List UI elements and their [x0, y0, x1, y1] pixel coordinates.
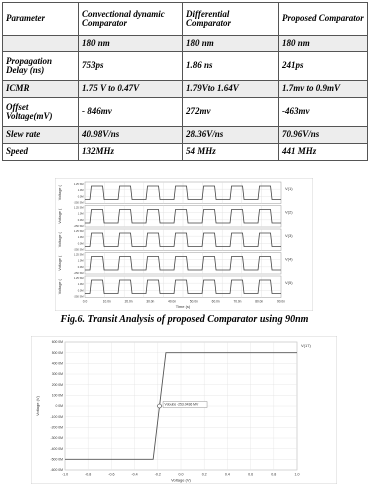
y-tick-label: -250 SM: [73, 295, 84, 299]
table-row: [3, 52, 368, 81]
table-cell: 272mv: [183, 98, 279, 127]
y-tick-label: -250 SM: [73, 272, 84, 275]
x-axis-label: Time (s): [175, 304, 191, 309]
dc-transfer-plot-svg: [31, 336, 337, 484]
x-tick-label: 70.0n: [233, 299, 242, 304]
table-row: [3, 81, 368, 98]
y-tick-label: 1.0M: [77, 189, 84, 193]
panel-y-axis-label: Voltage (: [58, 208, 62, 224]
table-cell: 1.7mv to 0.9mV: [279, 81, 368, 98]
y-tick-label: 1.0M: [77, 259, 84, 263]
table-row-label: Offset Voltage(mV): [3, 98, 79, 127]
y-tick-label: 1.0M: [77, 212, 84, 216]
y-tick-label: 1.25 SM: [73, 206, 84, 210]
y-tick-label: 1.25 SM: [73, 277, 84, 280]
figure-7-dc-plot: [31, 336, 337, 484]
x-tick-label: -0.4: [131, 472, 138, 477]
table-cell: 70.96V/ns: [279, 127, 368, 144]
y-tick-label: 1.0M: [77, 283, 84, 287]
table-cell: 753ps: [79, 52, 183, 81]
y-tick-label: -100 0M: [50, 414, 63, 419]
y-tick-label: 1.0M: [77, 236, 84, 240]
figure-6-caption: Fig.6. Transit Analysis of proposed Comparator using 90nm: [60, 314, 309, 325]
panel-y-axis-label: Voltage (: [58, 255, 62, 271]
x-axis-label: Voltage (V): [171, 477, 191, 483]
x-tick-label: 10.0n: [102, 299, 111, 304]
x-tick-label: 0.6: [248, 472, 254, 477]
y-tick-label: -300 0M: [50, 436, 63, 441]
x-tick-label: -0.2: [154, 472, 161, 477]
cursor-marker: [158, 404, 162, 408]
x-tick-label: 0.0: [178, 472, 184, 477]
table-row: [3, 98, 368, 127]
table-cell: 132MHz: [79, 144, 183, 161]
table-cell: 180 nm: [279, 36, 368, 52]
y-tick-label: 1.25 SM: [73, 253, 84, 257]
header-parameter: Parameter: [3, 3, 79, 36]
y-tick-label: -600 0M: [50, 468, 63, 473]
x-tick-label: 60.0n: [211, 299, 220, 304]
x-tick-label: 0.0: [82, 299, 88, 304]
table-cell: 180 nm: [183, 36, 279, 52]
table-row-technology: [3, 36, 368, 52]
y-tick-label: -250 SM: [73, 248, 84, 252]
signal-legend-label: V(4): [285, 256, 293, 262]
header-conventional: Convectional dynamic Comparator: [79, 3, 183, 36]
x-tick-label: 0.8: [271, 472, 277, 477]
table-cell: - 846mv: [79, 98, 183, 127]
y-axis-label: Voltage (V): [35, 396, 40, 416]
y-tick-label: -200 0M: [50, 425, 63, 430]
y-tick-label: 400 0M: [51, 361, 63, 366]
comparison-table: [2, 2, 368, 161]
table-row: [3, 144, 368, 161]
header-differential: Differential Comparator: [183, 3, 279, 36]
panel-y-axis-label: Voltage (: [58, 185, 62, 201]
transient-plot-svg: [55, 178, 313, 311]
table-cell: 180 nm: [79, 36, 183, 52]
table-row-label: Speed: [3, 144, 79, 161]
table-row-label: Slew rate: [3, 127, 79, 144]
signal-legend-label: V(17): [301, 343, 311, 348]
y-tick-label: -500 0M: [50, 457, 63, 462]
y-tick-label: 600 0M: [51, 340, 63, 345]
panel-y-axis-label: Voltage (: [58, 232, 62, 248]
table-row-label: Propagation Delay (ns): [3, 52, 79, 81]
y-tick-label: -250 SM: [73, 225, 84, 228]
x-tick-label: 80.0n: [255, 299, 264, 304]
x-tick-label: 30.0n: [146, 299, 155, 304]
y-tick-label: 300 0M: [51, 372, 63, 377]
table-row: [3, 127, 368, 144]
x-tick-label: 90.0n: [277, 299, 285, 304]
x-tick-label: -0.8: [85, 472, 92, 477]
table-cell: 1.75 V to 0.47V: [79, 81, 183, 98]
table-cell: -463mv: [279, 98, 368, 127]
signal-legend-label: V(1): [285, 186, 293, 191]
y-tick-label: 0.0M: [77, 265, 84, 269]
x-tick-label: -0.6: [108, 472, 115, 477]
table-header-row: [3, 3, 368, 36]
y-tick-label: -400 0M: [50, 446, 63, 451]
y-tick-label: 1.25 SM: [73, 230, 84, 233]
table-cell: 1.86 ns: [183, 52, 279, 81]
table-cell: 54 MHz: [183, 144, 279, 161]
panel-y-axis-label: Voltage (: [58, 279, 62, 295]
x-tick-label: 1.0: [294, 472, 300, 477]
y-tick-label: 0.0M: [77, 289, 84, 293]
y-tick-label: 0.0M: [77, 195, 84, 199]
x-tick-label: 40.0n: [168, 299, 177, 304]
y-tick-label: 500 0M: [51, 350, 63, 355]
cursor-label: Vdoubs -253.0436 MV: [164, 402, 199, 407]
signal-legend-label: V(2): [285, 209, 293, 215]
header-proposed: Proposed Comparator: [279, 3, 368, 36]
figure-6-transient-plot: [55, 178, 313, 311]
signal-legend-label: V(5): [285, 280, 293, 285]
signal-legend-label: V(3): [285, 233, 293, 238]
y-tick-label: 100 0M: [51, 393, 63, 398]
table-cell: 441 MHz: [279, 144, 368, 161]
table-cell: 1.79Vto 1.64V: [183, 81, 279, 98]
x-tick-label: 0.2: [201, 472, 207, 477]
y-tick-label: 200 0M: [51, 382, 63, 387]
y-tick-label: 0 0M: [55, 404, 63, 409]
table-cell: 28.36V/ns: [183, 127, 279, 144]
y-tick-label: 0.0M: [77, 218, 84, 222]
table-row-label: ICMR: [3, 81, 79, 98]
table-cell: [3, 36, 79, 52]
y-tick-label: 0.0M: [77, 242, 84, 246]
x-tick-label: 0.4: [224, 472, 230, 477]
x-tick-label: 20.0n: [124, 299, 133, 304]
y-tick-label: 1.25 SM: [73, 183, 84, 186]
x-tick-label: 50.0n: [189, 299, 198, 304]
x-tick-label: -1.0: [61, 472, 69, 477]
table-cell: 40.98V/ns: [79, 127, 183, 144]
table-cell: 241ps: [279, 52, 368, 81]
y-tick-label: -250 SM: [73, 201, 84, 205]
